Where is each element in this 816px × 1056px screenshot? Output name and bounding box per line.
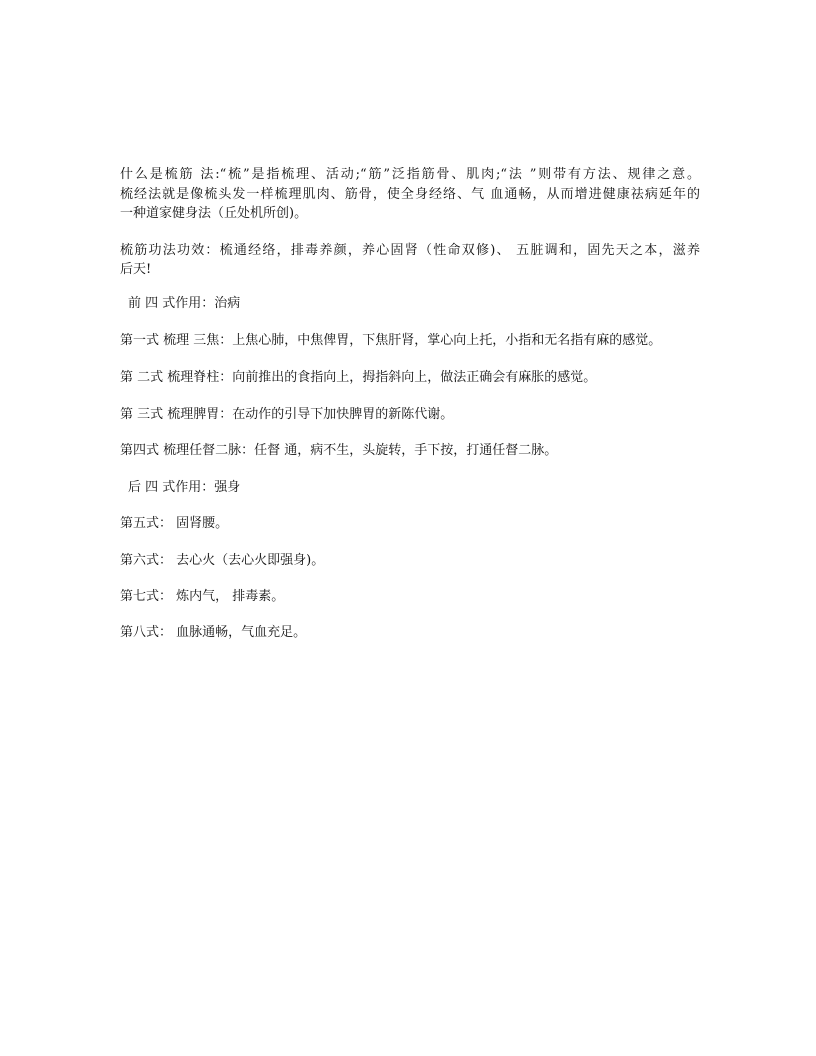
- form-item: 第八式： 血脉通畅，气血充足。: [120, 625, 307, 640]
- form-item: 第四式 梳理任督二脉：任督 通，病不生，头旋转，手下按，打通任督二脉。: [120, 443, 558, 458]
- form-item: 第六式： 去心火（去心火即强身)。: [120, 553, 325, 568]
- intro-line: 梳经法就是像梳头发一样梳理肌肉、筋骨，使全身经络、气 血通畅，从而增进健康祛病延年的: [120, 187, 700, 202]
- front-forms-heading: 前 四 式作用：治病: [128, 296, 241, 311]
- form-item: 第五式： 固肾腰。: [120, 516, 229, 531]
- form-item: 第 三式 梳理脾胃：在动作的引导下加快脾胃的新陈代谢。: [120, 407, 454, 422]
- form-item: 第七式： 炼内气， 排毒素。: [120, 589, 285, 604]
- effect-line: 后天!: [120, 262, 152, 277]
- intro-line: 一种道家健身法（丘处机所创)。: [120, 206, 308, 221]
- intro-line: 什么是梳筋 法:“梳”是指梳理、活动;“筋”泛指筋骨、肌肉;“法 ”则带有方法、规律之意。: [120, 167, 700, 182]
- form-item: 第 二式 梳理脊柱：向前推出的食指向上，拇指斜向上，做法正确会有麻胀的感觉。: [120, 370, 597, 385]
- back-forms-heading: 后 四 式作用：强身: [128, 480, 241, 495]
- effect-line: 梳筋功法功效：梳通经络，排毒养颜，养心固肾（性命双修)、 五脏调和，固先天之本，滋养: [120, 243, 700, 258]
- form-item: 第一式 梳理 三焦：上焦心肺，中焦俾胃，下焦肝肾，掌心向上托，小指和无名指有麻的感觉。: [120, 333, 662, 348]
